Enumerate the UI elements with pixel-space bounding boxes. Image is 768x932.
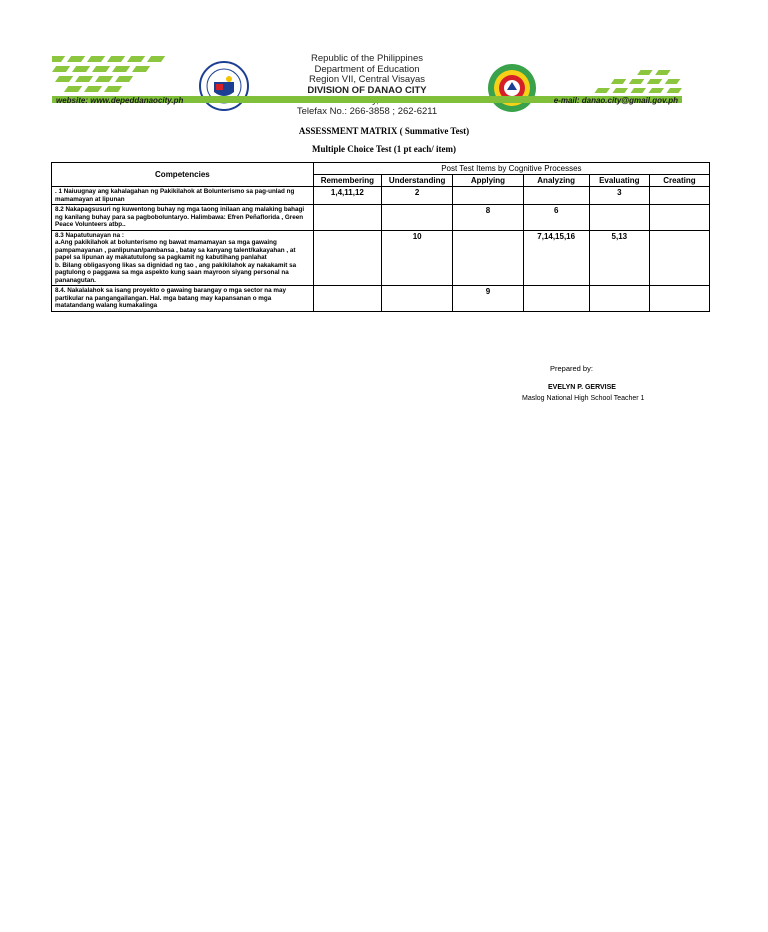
applying-cell: 8 [453, 205, 523, 231]
deped-seal-icon [198, 60, 250, 112]
letterhead-line-3: Region VII, Central Visayas [309, 74, 425, 85]
col-remembering: Remembering [313, 175, 381, 187]
evaluating-cell: 3 [589, 187, 649, 205]
website-link[interactable]: website: www.depeddanaocity.ph [56, 96, 184, 105]
applying-cell [453, 230, 523, 286]
creating-cell [649, 187, 709, 205]
email-link[interactable]: e-mail: danao.city@gmail.gov.ph [553, 96, 678, 105]
letterhead-line-2: Department of Education [314, 63, 420, 75]
table-row [52, 230, 710, 286]
understanding-cell: 10 [382, 230, 453, 286]
prepared-by-label: Prepared by: [550, 364, 593, 373]
letterhead [52, 52, 682, 117]
col-evaluating: Evaluating [589, 175, 649, 187]
understanding-cell: 2 [382, 187, 453, 205]
division-name: DIVISION OF DANAO CITY [307, 84, 427, 96]
evaluating-cell [589, 205, 649, 231]
table-row [52, 205, 710, 231]
document-subtitle: Multiple Choice Test (1 pt each/ item) [312, 144, 456, 154]
creating-cell [649, 286, 709, 312]
division-seal-icon [486, 62, 538, 114]
remembering-cell [313, 286, 381, 312]
letterhead-text [252, 54, 482, 117]
col-understanding: Understanding [382, 175, 453, 187]
remembering-cell: 1,4,11,12 [313, 187, 381, 205]
competency-cell: 8.2 Nakapagsusuri ng kuwentong buhay ng mga taong inilaan ang malaking bahagi ng kanilang buhay para sa pagboboluntaryo. Halimbawa: Efren Peñaflorida , Green Peace Volunteers atbp.. [52, 205, 314, 231]
col-creating: Creating [649, 175, 709, 187]
creating-cell [649, 205, 709, 231]
evaluating-cell [589, 286, 649, 312]
preparer-position: Maslog National High School Teacher 1 [522, 395, 645, 402]
applying-cell [453, 187, 523, 205]
green-pattern-right [582, 68, 682, 98]
preparer-name: EVELYN P. GERVISE [548, 384, 616, 391]
remembering-cell [313, 230, 381, 286]
analyzing-cell: 6 [523, 205, 589, 231]
analyzing-cell [523, 187, 589, 205]
competencies-header: Competencies [52, 163, 314, 187]
competency-cell: 8.4. Nakalalahok sa isang proyekto o gawaing barangay o mga sector na may partikular na pangangailangan. Hal. mga batang may kapansanan o mga matatandang walang kumakalinga [52, 286, 314, 312]
letterhead-line-1: Republic of the Philippines [311, 53, 423, 64]
table-row [52, 286, 710, 312]
applying-cell: 9 [453, 286, 523, 312]
telefax: Telefax No.: 266-3858 ; 262-6211 [296, 105, 438, 117]
analyzing-cell [523, 286, 589, 312]
table-row [52, 187, 710, 205]
creating-cell [649, 230, 709, 286]
document-title: ASSESSMENT MATRIX ( Summative Test) [298, 126, 470, 136]
understanding-cell [382, 286, 453, 312]
col-analyzing: Analyzing [523, 175, 589, 187]
competency-cell: 8.3 Napatutunayan na : a.Ang pakikilahok at bolunterismo ng bawat mamamayan sa mga gawaing pampamayanan , panlipunan/pambansa , batay sa kanyang talent/kakayahan , at papel sa lipunan ay makatutulong sa pagkamit ng kabutihang panlahat b. Bilang obligasyong likas sa dignidad ng tao , ang pakikilahok ay nakakamit sa pagtulong o paggawa sa mga aspekto kung saan mayroon siyang personal na pananagutan. [52, 230, 314, 286]
competency-cell: . 1 Naiuugnay ang kahalagahan ng Pakikilahok at Bolunterismo sa pag-unlad ng mamamayan at lipunan [52, 187, 314, 205]
green-pattern-left [52, 52, 177, 96]
table-header-row [52, 163, 710, 175]
cognitive-processes-header: Post Test Items by Cognitive Processes [313, 163, 709, 175]
evaluating-cell: 5,13 [589, 230, 649, 286]
col-applying: Applying [453, 175, 523, 187]
analyzing-cell: 7,14,15,16 [523, 230, 589, 286]
assessment-matrix-table [51, 162, 710, 312]
understanding-cell [382, 205, 453, 231]
remembering-cell [313, 205, 381, 231]
